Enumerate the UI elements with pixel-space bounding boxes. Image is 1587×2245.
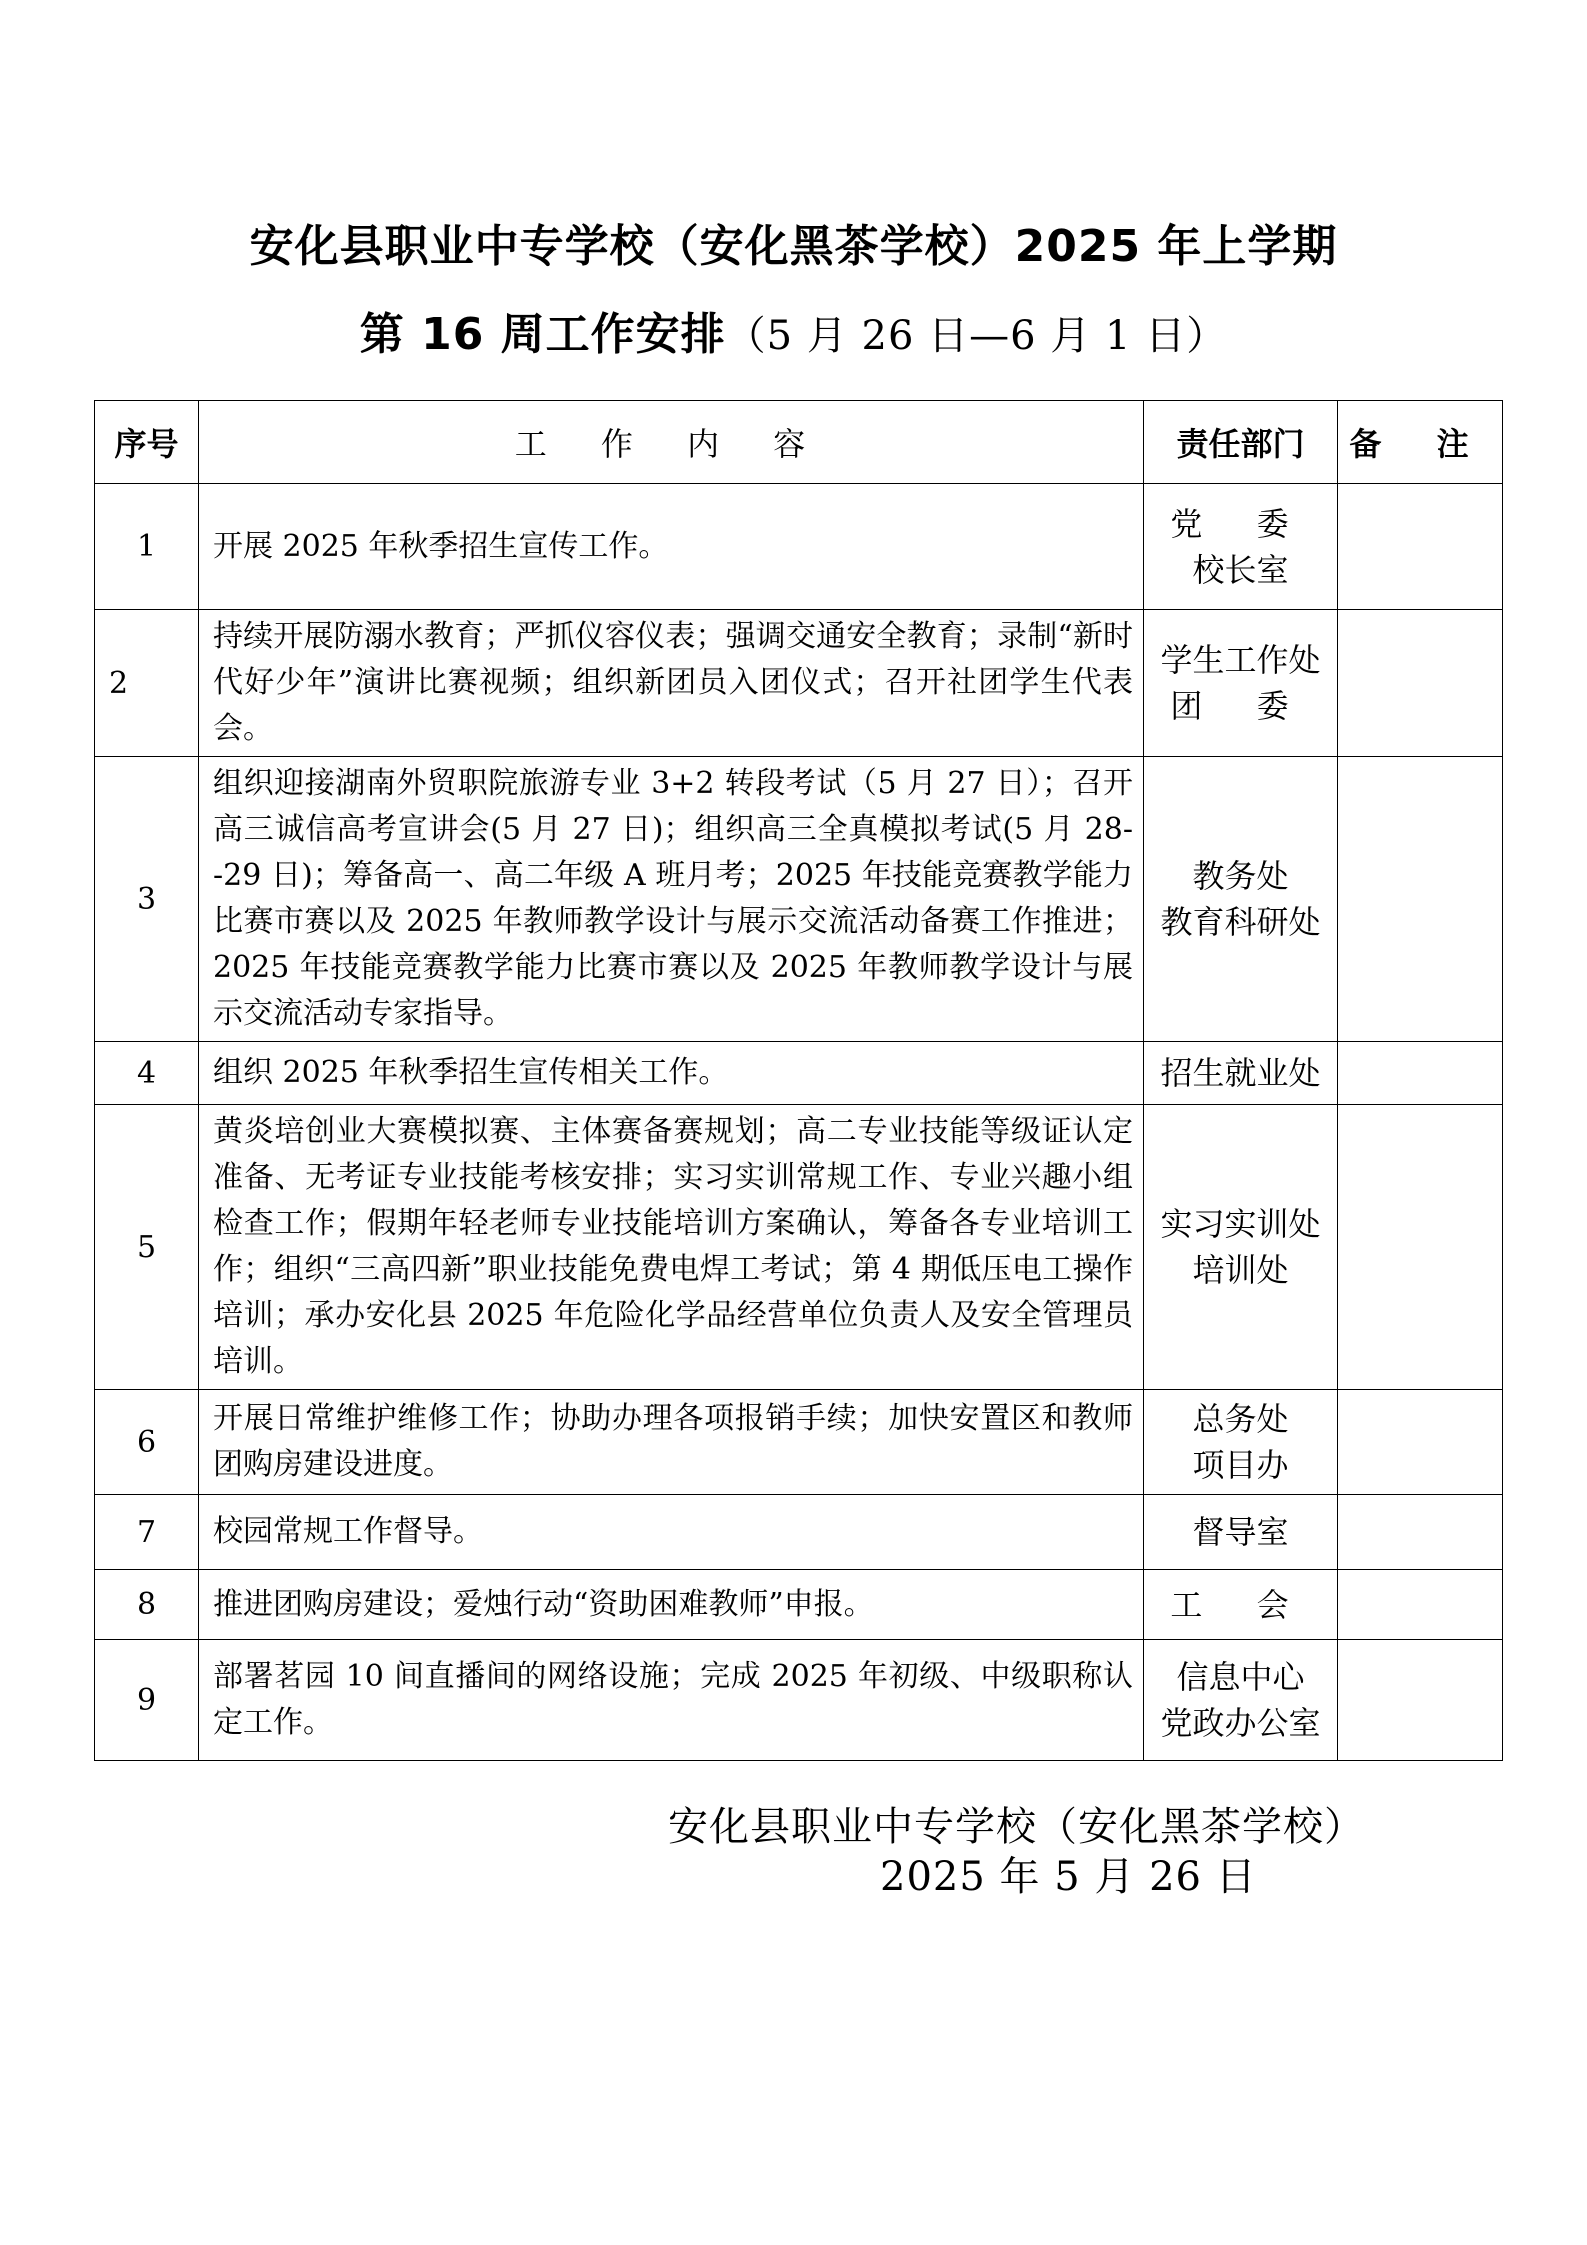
signature-date: 2025 年 5 月 26 日 (880, 1854, 1257, 1900)
row-dept: 督导室 (1144, 1495, 1338, 1570)
row-content: 开展 2025 年秋季招生宣传工作。 (199, 484, 1144, 610)
row-dept: 教务处 教育科研处 (1144, 757, 1338, 1042)
document-title-line1: 安化县职业中专学校（安化黑茶学校）2025 年上学期 (249, 221, 1338, 272)
header-dept: 责任部门 (1144, 401, 1338, 484)
row-dept: 工 会 (1144, 1570, 1338, 1640)
row-note (1338, 1105, 1503, 1390)
signature-org: 安化县职业中专学校（安化黑茶学校） (668, 1804, 1365, 1850)
row-dept: 学生工作处 团 委 (1144, 610, 1338, 757)
row-note (1338, 610, 1503, 757)
row-seq: 8 (95, 1570, 199, 1640)
schedule-table (94, 400, 1503, 1761)
row-seq: 1 (95, 484, 199, 610)
row-content: 开展日常维护维修工作；协助办理各项报销手续；加快安置区和教师团购房建设进度。 (199, 1390, 1144, 1495)
row-seq: 5 (95, 1105, 199, 1390)
table-row (95, 1640, 1503, 1761)
table-row (95, 757, 1503, 1042)
row-seq: 7 (95, 1495, 199, 1570)
row-note (1338, 1570, 1503, 1640)
table-row (95, 484, 1503, 610)
row-seq: 4 (95, 1042, 199, 1105)
row-dept: 党 委 校长室 (1144, 484, 1338, 610)
table-row (95, 610, 1503, 757)
row-note (1338, 757, 1503, 1042)
row-content: 部署茗园 10 间直播间的网络设施；完成 2025 年初级、中级职称认定工作。 (199, 1640, 1144, 1761)
row-content: 组织 2025 年秋季招生宣传相关工作。 (199, 1042, 1144, 1105)
row-dept: 总务处 项目办 (1144, 1390, 1338, 1495)
row-note (1338, 1640, 1503, 1761)
row-content: 推进团购房建设；爱烛行动“资助困难教师”申报。 (199, 1570, 1144, 1640)
row-content: 校园常规工作督导。 (199, 1495, 1144, 1570)
table-header-row (95, 401, 1503, 484)
date-range: （5 月 26 日—6 月 1 日） (725, 313, 1228, 359)
row-content: 组织迎接湖南外贸职院旅游专业 3+2 转段考试（5 月 27 日）；召开高三诚信高考宣讲会(5 月 27 日)；组织高三全真模拟考试(5 月 28--29 日)；筹备高一、高二年级 A 班月考；2025 年技能竞赛教学能力比赛市赛以及 2025 年教师教学设计与展示交流活动备赛工作推进；2025 年技能竞赛教学能力比赛市赛以及 2025 年教师教学设计与展示交流活动专家指导。 (199, 757, 1144, 1042)
row-note (1338, 1042, 1503, 1105)
row-content: 持续开展防溺水教育；严抓仪容仪表；强调交通安全教育；录制“新时代好少年”演讲比赛视频；组织新团员入团仪式；召开社团学生代表会。 (199, 610, 1144, 757)
row-dept: 信息中心 党政办公室 (1144, 1640, 1338, 1761)
row-note (1338, 1495, 1503, 1570)
table-row (95, 1105, 1503, 1390)
week-label: 第 16 周工作安排 (359, 309, 726, 360)
row-seq: 9 (95, 1640, 199, 1761)
table-row (95, 1495, 1503, 1570)
document-title-line2 (0, 298, 1587, 362)
header-content: 工 作 内 容 (199, 401, 1144, 484)
header-note: 备 注 (1338, 401, 1503, 484)
row-dept: 招生就业处 (1144, 1042, 1338, 1105)
row-dept: 实习实训处 培训处 (1144, 1105, 1338, 1390)
row-seq: 3 (95, 757, 199, 1042)
table-row (95, 1390, 1503, 1495)
table-row (95, 1570, 1503, 1640)
header-seq: 序号 (95, 401, 199, 484)
row-seq: 6 (95, 1390, 199, 1495)
row-note (1338, 1390, 1503, 1495)
row-content: 黄炎培创业大赛模拟赛、主体赛备赛规划；高二专业技能等级证认定准备、无考证专业技能考核安排；实习实训常规工作、专业兴趣小组检查工作；假期年轻老师专业技能培训方案确认，筹备各专业培训工作；组织“三高四新”职业技能免费电焊工考试；第 4 期低压电工操作培训；承办安化县 2025 年危险化学品经营单位负责人及安全管理员培训。 (199, 1105, 1144, 1390)
table-row (95, 1042, 1503, 1105)
row-note (1338, 484, 1503, 610)
row-seq: 2 (95, 610, 199, 757)
